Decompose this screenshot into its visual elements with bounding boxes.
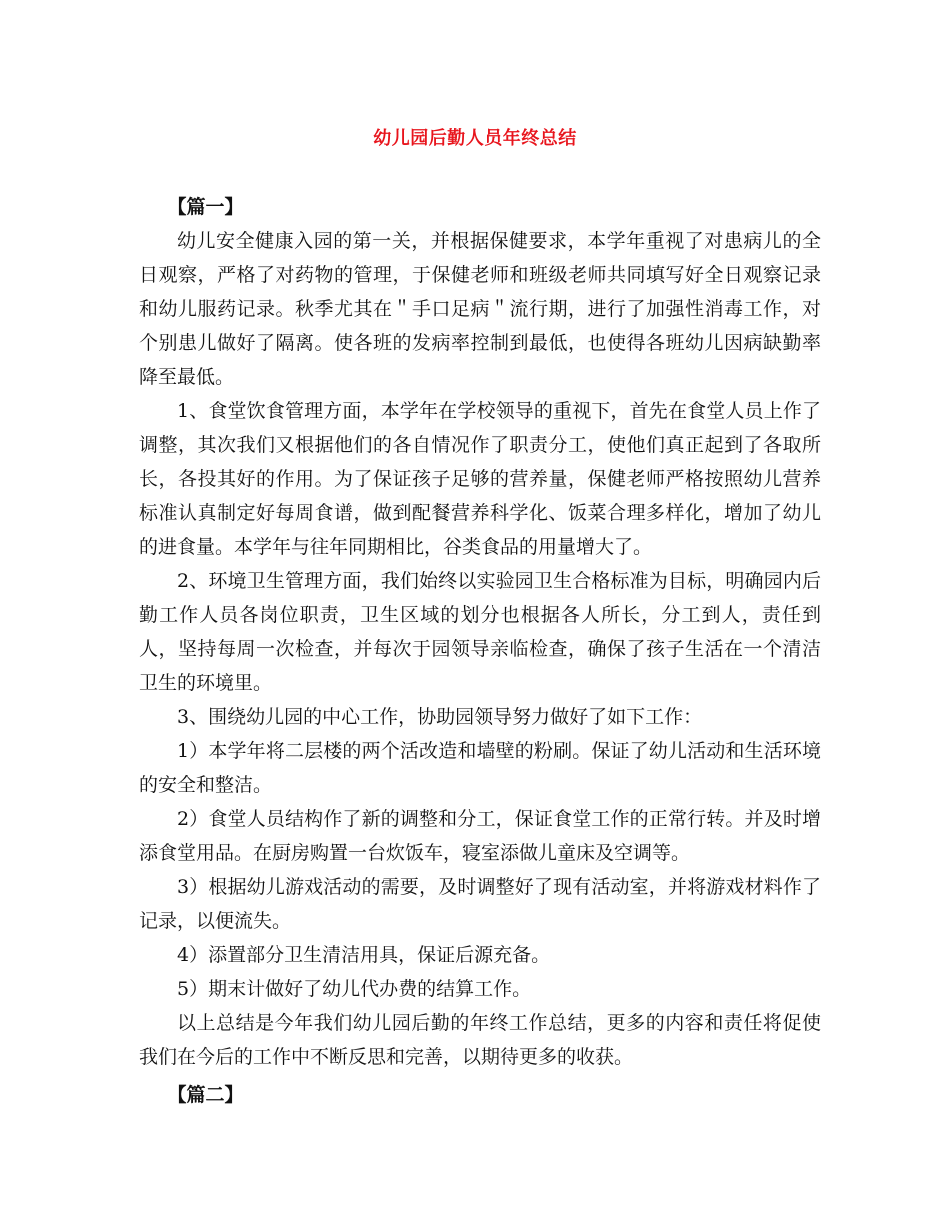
list-item-4: 4）添置部分卫生清洁用具，保证后源充备。 (177, 944, 551, 966)
paragraph-environment: 2、环境卫生管理方面，我们始终以实验园卫生合格标准为目标，明确园内后勤工作人员各岗位职责，卫生区域的划分也根据各人所长，分工到人，责任到人，坚持每周一次检查，并每次于园领导亲临检查，确保了孩子生活在一个清洁卫生的环境里。 (139, 570, 821, 694)
paragraph-intro: 幼儿安全健康入园的第一关，并根据保健要求，本学年重视了对患病儿的全日观察，严格了对药物的管理，于保健老师和班级老师共同填写好全日观察记录和幼儿服药记录。秋季尤其在＂手口足病＂流行期，进行了加强性消毒工作，对个别患儿做好了隔离。使各班的发病率控制到最低，也使得各班幼儿因病缺勤率降至最低。 (139, 230, 821, 388)
document-title: 幼儿园后勤人员年终总结 (373, 128, 577, 149)
document-body (139, 190, 821, 1112)
list-item-1: 1）本学年将二层楼的两个活改造和墙壁的粉刷。保证了幼儿活动和生活环境的安全和整洁。 (139, 740, 821, 796)
section-heading-two: 【篇二】 (167, 1084, 244, 1106)
section-heading-one: 【篇一】 (167, 196, 244, 218)
paragraph-center-work: 3、围绕幼儿园的中心工作，协助园领导努力做好了如下工作： (177, 706, 703, 728)
paragraph-canteen: 1、食堂饮食管理方面，本学年在学校领导的重视下，首先在食堂人员上作了调整，其次我们又根据他们的各自情况作了职责分工，使他们真正起到了各取所长，各投其好的作用。为了保证孩子足够的营养量，保健老师严格按照幼儿营养标准认真制定好每周食谱，做到配餐营养科学化、饭菜合理多样化，增加了幼儿的进食量。本学年与往年同期相比，谷类食品的用量增大了。 (139, 400, 821, 558)
list-item-2: 2）食堂人员结构作了新的调整和分工，保证食堂工作的正常行转。并及时增添食堂用品。在厨房购置一台炊饭车，寝室添做儿童床及空调等。 (139, 808, 821, 864)
paragraph-conclusion: 以上总结是今年我们幼儿园后勤的年终工作总结，更多的内容和责任将促使我们在今后的工作中不断反思和完善，以期待更多的收获。 (139, 1012, 821, 1068)
list-item-3: 3）根据幼儿游戏活动的需要，及时调整好了现有活动室，并将游戏材料作了记录，以便流失。 (139, 876, 821, 932)
list-item-5: 5）期末计做好了幼儿代办费的结算工作。 (177, 978, 532, 1000)
